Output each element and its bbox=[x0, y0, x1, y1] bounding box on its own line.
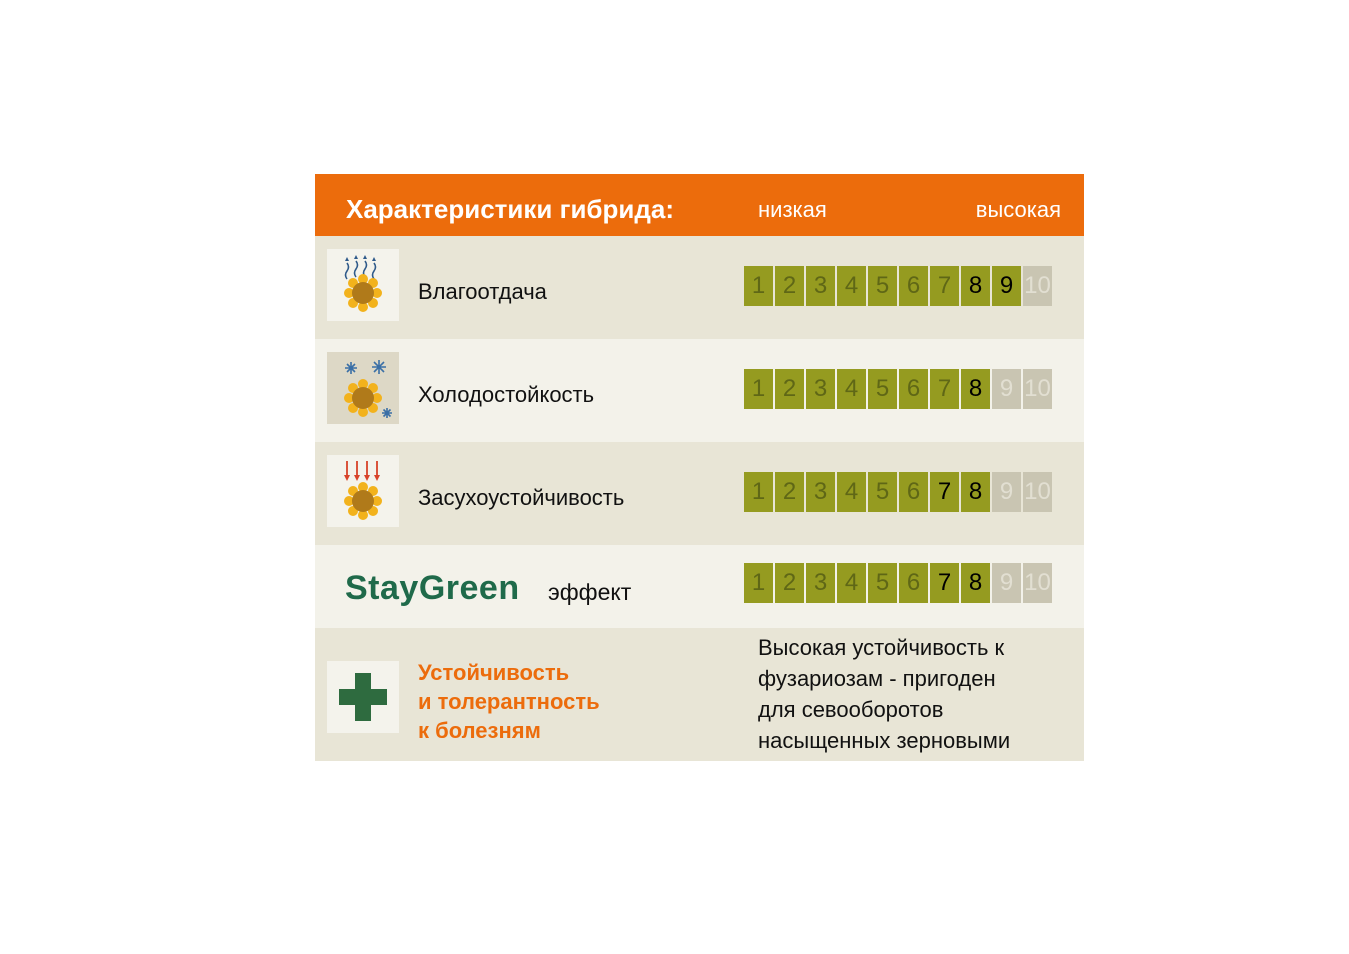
staygreen-effect-label: эффект bbox=[548, 579, 632, 605]
scale-cell-7: 7 bbox=[930, 563, 959, 603]
scale-cell-7: 7 bbox=[930, 266, 959, 306]
disease-label-line: Устойчивость bbox=[418, 660, 570, 685]
scale-cell-10: 10 bbox=[1023, 266, 1052, 306]
sunflower-drought-icon bbox=[327, 455, 399, 527]
scale-cell-10: 10 bbox=[1023, 472, 1052, 512]
row-disease-resistance bbox=[315, 628, 1084, 761]
scale-cell-5: 5 bbox=[868, 266, 897, 306]
scale-cell-5: 5 bbox=[868, 472, 897, 512]
scale-cell-8: 8 bbox=[961, 266, 990, 306]
row-label: Засухоустойчивость bbox=[418, 485, 625, 510]
scale-cell-5: 5 bbox=[868, 563, 897, 603]
row-cold-resistance bbox=[315, 339, 1084, 442]
disease-note-line: фузариозам - пригоден bbox=[758, 666, 996, 691]
row-drought-resistance bbox=[315, 442, 1084, 545]
scale-cell-8: 8 bbox=[961, 563, 990, 603]
scale-cell-1: 1 bbox=[744, 266, 773, 306]
scale-cell-6: 6 bbox=[899, 472, 928, 512]
disease-note-line: для севооборотов bbox=[758, 697, 944, 722]
row-staygreen bbox=[315, 545, 1084, 628]
scale-cell-3: 3 bbox=[806, 563, 835, 603]
disease-label-line: и толерантность bbox=[418, 689, 600, 714]
disease-note-line: насыщенных зерновыми bbox=[758, 728, 1011, 753]
scale-high-label: высокая bbox=[975, 197, 1061, 222]
scale-cell-5: 5 bbox=[868, 369, 897, 409]
scale-cell-8: 8 bbox=[961, 369, 990, 409]
scale-cell-2: 2 bbox=[775, 563, 804, 603]
hybrid-characteristics-card bbox=[315, 174, 1084, 761]
staygreen-logo: StayGreen bbox=[345, 569, 520, 607]
scale-cell-3: 3 bbox=[806, 266, 835, 306]
scale-cell-10: 10 bbox=[1023, 563, 1052, 603]
scale-cell-3: 3 bbox=[806, 369, 835, 409]
rating-scale bbox=[744, 472, 1054, 512]
sunflower-cold-icon bbox=[327, 352, 399, 424]
scale-cell-2: 2 bbox=[775, 369, 804, 409]
header-bar bbox=[315, 174, 1084, 236]
scale-cell-1: 1 bbox=[744, 369, 773, 409]
scale-cell-4: 4 bbox=[837, 563, 866, 603]
scale-cell-6: 6 bbox=[899, 563, 928, 603]
row-moisture-release bbox=[315, 236, 1084, 339]
row-label: Холодостойкость bbox=[418, 382, 595, 407]
scale-cell-9: 9 bbox=[992, 563, 1021, 603]
rating-scale bbox=[744, 563, 1054, 603]
disease-resistance-label bbox=[418, 658, 658, 745]
scale-cell-6: 6 bbox=[899, 369, 928, 409]
scale-cell-4: 4 bbox=[837, 369, 866, 409]
scale-cell-4: 4 bbox=[837, 472, 866, 512]
scale-cell-2: 2 bbox=[775, 266, 804, 306]
scale-cell-6: 6 bbox=[899, 266, 928, 306]
disease-note-line: Высокая устойчивость к bbox=[758, 635, 1005, 660]
rating-scale bbox=[744, 266, 1054, 306]
scale-cell-2: 2 bbox=[775, 472, 804, 512]
scale-cell-4: 4 bbox=[837, 266, 866, 306]
sunflower-moisture-icon bbox=[327, 249, 399, 321]
disease-label-line: к болезням bbox=[418, 718, 541, 743]
header-title: Характеристики гибрида: bbox=[346, 194, 674, 224]
green-cross-icon bbox=[327, 661, 399, 733]
disease-resistance-note bbox=[758, 632, 1068, 756]
row-label: Влагоотдача bbox=[418, 279, 547, 304]
scale-cell-8: 8 bbox=[961, 472, 990, 512]
rating-scale bbox=[744, 369, 1054, 409]
scale-cell-7: 7 bbox=[930, 472, 959, 512]
scale-low-label: низкая bbox=[758, 197, 827, 222]
scale-cell-1: 1 bbox=[744, 563, 773, 603]
scale-cell-10: 10 bbox=[1023, 369, 1052, 409]
scale-cell-7: 7 bbox=[930, 369, 959, 409]
scale-cell-9: 9 bbox=[992, 369, 1021, 409]
scale-cell-3: 3 bbox=[806, 472, 835, 512]
scale-cell-9: 9 bbox=[992, 472, 1021, 512]
scale-cell-1: 1 bbox=[744, 472, 773, 512]
scale-cell-9: 9 bbox=[992, 266, 1021, 306]
